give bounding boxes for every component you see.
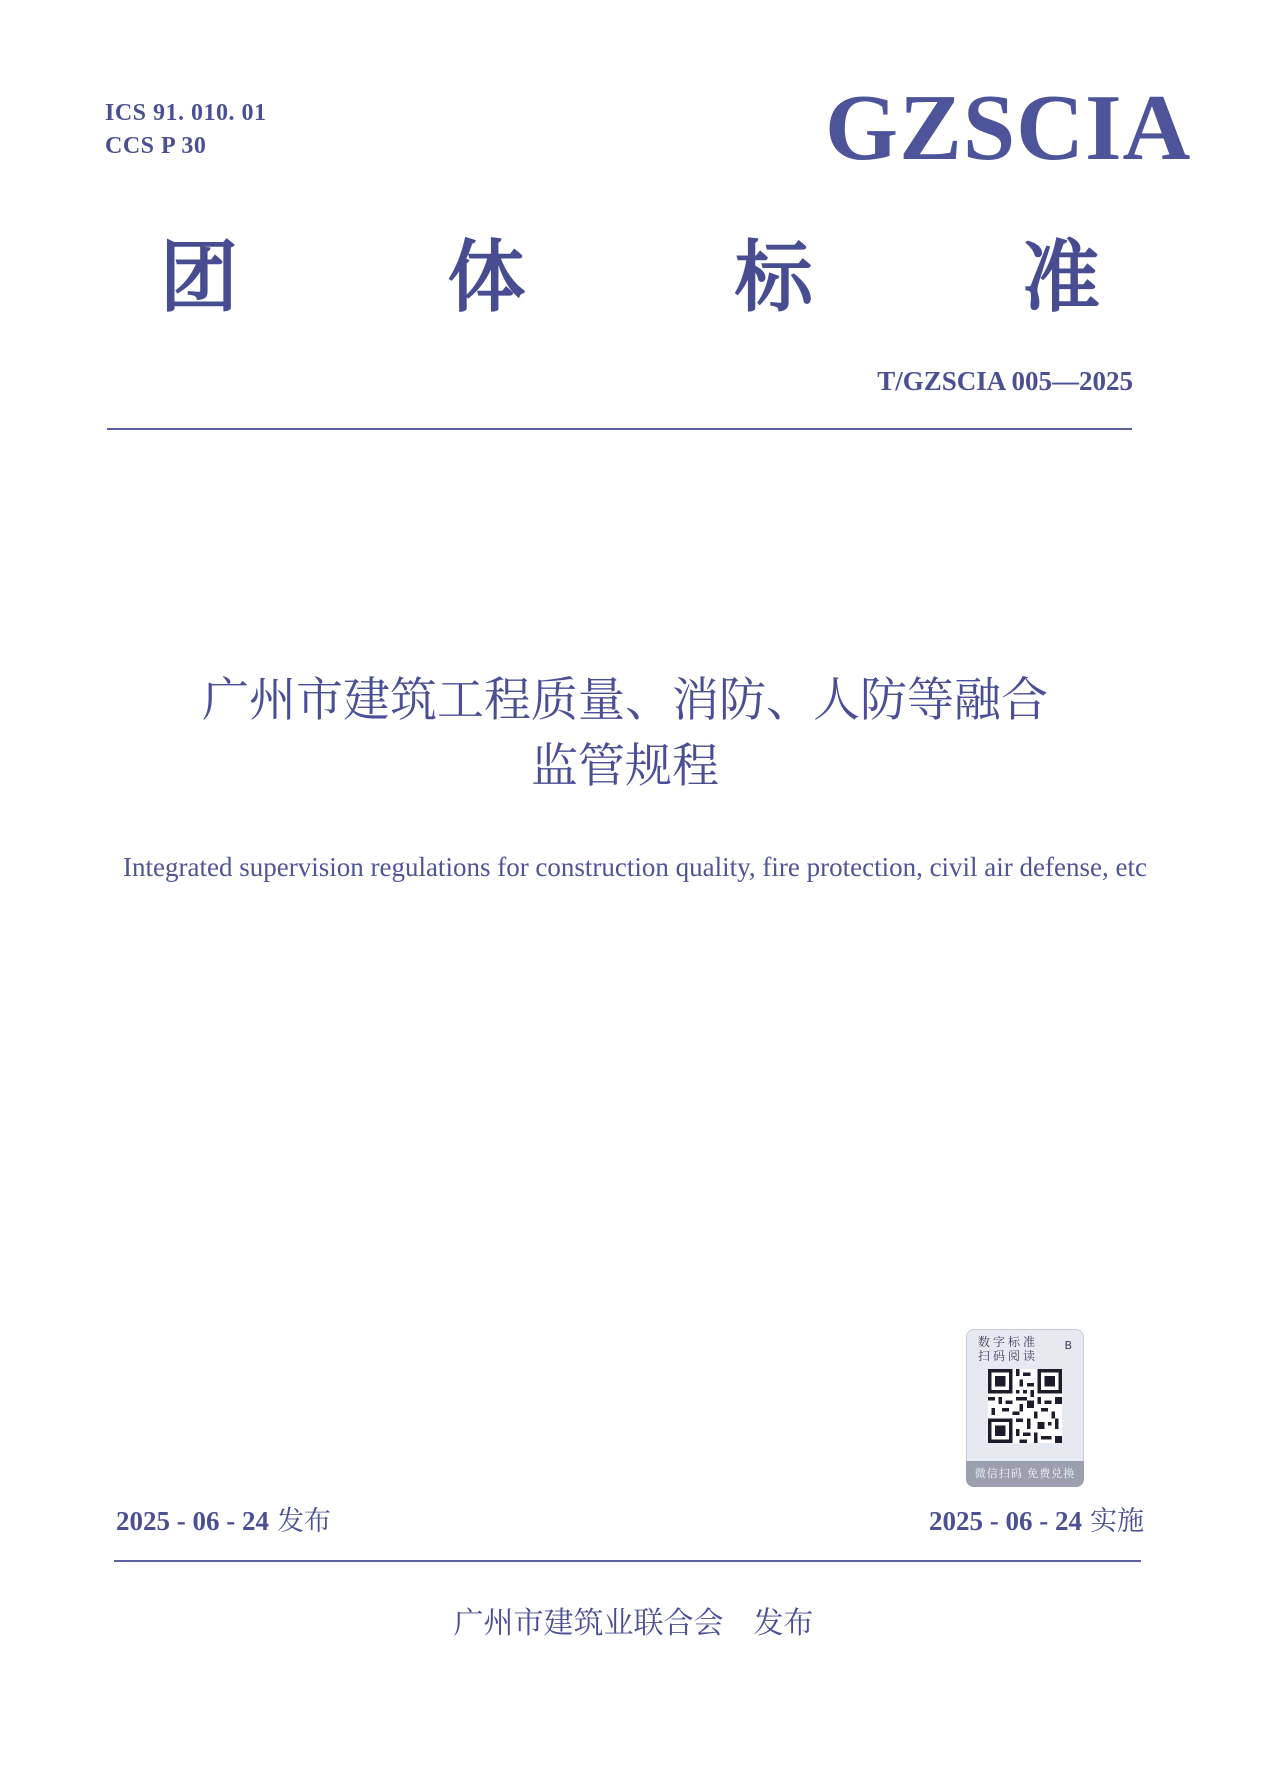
implementation-date-label: 实施 bbox=[1090, 1506, 1144, 1537]
doc-type-char: 体 bbox=[447, 233, 526, 323]
qr-caption-line-2: 扫码阅读 bbox=[978, 1349, 1039, 1363]
ccs-code: CCS P 30 bbox=[105, 133, 207, 159]
issue-date-label: 发布 bbox=[276, 1506, 331, 1537]
classification-codes bbox=[105, 97, 267, 163]
chinese-title bbox=[60, 668, 1190, 800]
document-type-heading bbox=[160, 233, 1100, 323]
implementation-date-value: 2025 - 06 - 24 bbox=[929, 1506, 1082, 1536]
chinese-title-line-2: 监管规程 bbox=[531, 739, 719, 794]
chinese-title-line-1: 广州市建筑工程质量、消防、人防等融合 bbox=[202, 673, 1048, 728]
issue-date bbox=[116, 1504, 331, 1539]
qr-badge: B bbox=[1064, 1339, 1072, 1352]
publisher bbox=[0, 1604, 1267, 1644]
doc-type-char: 团 bbox=[160, 233, 239, 323]
ics-code: ICS 91. 010. 01 bbox=[105, 100, 267, 126]
publisher-label: 发布 bbox=[753, 1606, 814, 1641]
doc-type-char: 准 bbox=[1021, 233, 1100, 323]
doc-type-char: 标 bbox=[734, 233, 813, 323]
qr-caption bbox=[978, 1335, 1060, 1363]
digital-standard-qr-sticker bbox=[966, 1329, 1084, 1487]
english-title: Integrated supervision regulations for construction quality, fire protection, civil air defense, etc bbox=[123, 852, 1147, 882]
qr-code-icon bbox=[988, 1369, 1062, 1443]
qr-footer: 微信扫码 免费兑换 bbox=[966, 1461, 1084, 1487]
top-divider bbox=[107, 428, 1132, 430]
qr-caption-line-1: 数字标准 bbox=[978, 1335, 1039, 1349]
bottom-divider bbox=[114, 1560, 1141, 1562]
publisher-name: 广州市建筑业联合会 bbox=[453, 1606, 724, 1641]
standard-number: T/GZSCIA 005—2025 bbox=[877, 366, 1133, 396]
implementation-date bbox=[929, 1504, 1144, 1539]
gzscia-logo: GZSCIA bbox=[825, 76, 1192, 180]
issue-date-value: 2025 - 06 - 24 bbox=[116, 1506, 269, 1536]
